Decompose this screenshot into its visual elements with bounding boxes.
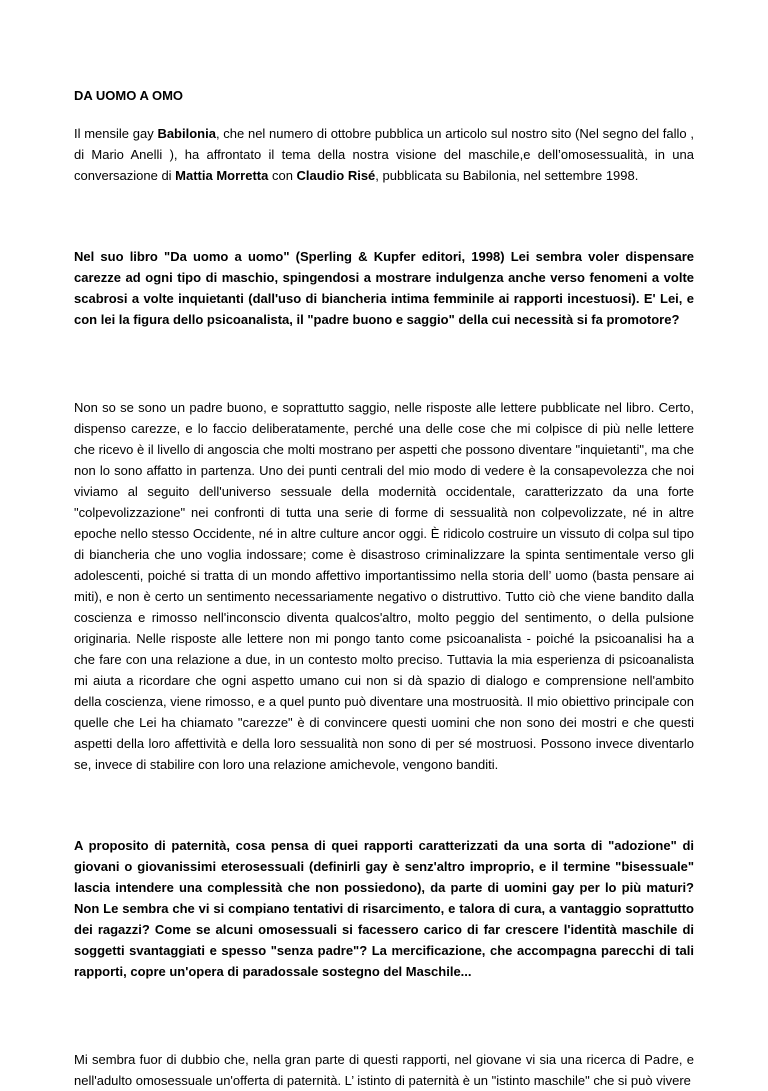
document-title: DA UOMO A OMO: [74, 88, 184, 103]
question-1: Nel suo libro "Da uomo a uomo" (Sperling & Kupfer editori, 1998) Lei sembra voler dispensare carezze ad ogni tipo di maschio, spingendosi a mostrare indulgenza anche verso fenomeni a volte scabrosi a volte inquietanti (dall'uso di biancheria intima femminile ai rapporti incestuosi). E' Lei, e con lei la figura dello psicoanalista, il "padre buono e saggio" della cui necessità si fa promotore?: [74, 249, 694, 327]
question-2: A proposito di paternità, cosa pensa di quei rapporti caratterizzati da una sorta di "adozione" di giovani o giovanissimi eterosessuali (definirli gay è senz'altro improprio, e il termine "bisessuale" lascia intendere una complessità che non possiedono), da parte di uomini gay per lo più maturi? Non Le sembra che vi si compiano tentativi di risarcimento, e talora di cura, a vantaggio soprattutto dei ragazzi? Come se alcuni omosessuali si facessero carico di far crescere l'identità maschile di soggetti svantaggiati e spesso "senza padre"? La mercificazione, che accompagna parecchi di tali rapporti, copre un'opera di paradossale sostegno del Maschile...: [74, 838, 694, 979]
intro-paragraph: [74, 123, 694, 186]
intro-text-2: , che nel numero di ottobre pubblica un articolo sul nostro sito (Nel segno del fallo , di Mario Anelli ), ha affrontato il tema della nostra visione del maschile,e dell’omosessualità, in una conversazione di: [74, 126, 694, 183]
intro-text-1: Il mensile gay: [74, 126, 158, 141]
document-page: [74, 85, 694, 1091]
answer-1: Non so se sono un padre buono, e soprattutto saggio, nelle risposte alle lettere pubblicate nel libro. Certo, dispenso carezze, e lo faccio deliberatamente, perché una delle cose che mi colpisce di più nelle lettere che ricevo è il livello di angoscia che molti mostrano per aspetti che possono diventare "inquietanti", ma che non lo sono affatto in partenza. Uno dei punti centrali del mio modo di vedere è la consapevolezza che noi viviamo al seguito dell'universo sessuale della modernità occidentale, caratterizzato da una forte "colpevolizzazione" nei confronti di tutta una serie di forme di sessualità non colpevolizzate, né in altre epoche nello stesso Occidente, né in altre culture ancor oggi. È ridicolo costruire un vissuto di colpa sul tipo di biancheria che uno voglia indossare; come è disastroso criminalizzare la spinta sentimentale verso gli adolescenti, poiché si tratta di un mondo affettivo importantissimo nella storia dell’ uomo (basta pensare ai miti), e non è certo un sentimento necessariamente negativo o distruttivo. Tutto ciò che viene bandito dalla coscienza e rimosso nell'inconscio diventa qualcos'altro, molto peggio del sentimento, o della pulsione originaria. Nelle risposte alle lettere non mi pongo tanto come psicoanalista - poiché la psicoanalisi ha a che fare con una relazione a due, in un contesto molto preciso. Tuttavia la mia esperienza di psicoanalista mi aiuta a ricordare che ogni aspetto umano cui non si dà spazio di dialogo e comprensione nell'ambito della coscienza, viene rimosso, e a quel punto può diventare una mostruosità. Il mio obiettivo principale con quelle che Lei ha chiamato "carezze" è di convincere questi uomini che non sono dei mostri e che questi aspetti della loro affettività e della loro sessualità non sono di per sé mostruosi. Possono invece diventarlo se, invece di stabilire con loro una relazione amichevole, vengono banditi.: [74, 400, 694, 772]
intro-text-3: con: [268, 168, 297, 183]
answer-2: Mi sembra fuor di dubbio che, nella gran parte di questi rapporti, nel giovane vi sia una ricerca di Padre, e nell'adulto omosessuale un'offerta di paternità. L’ istinto di paternità è un "istinto maschile" che si può vivere: [74, 1052, 694, 1088]
intro-text-4: , pubblicata su Babilonia, nel settembre 1998.: [375, 168, 639, 183]
interviewee-name: Claudio Risé: [296, 168, 376, 183]
magazine-name: Babilonia: [157, 126, 216, 141]
interviewer-name: Mattia Morretta: [175, 168, 269, 183]
